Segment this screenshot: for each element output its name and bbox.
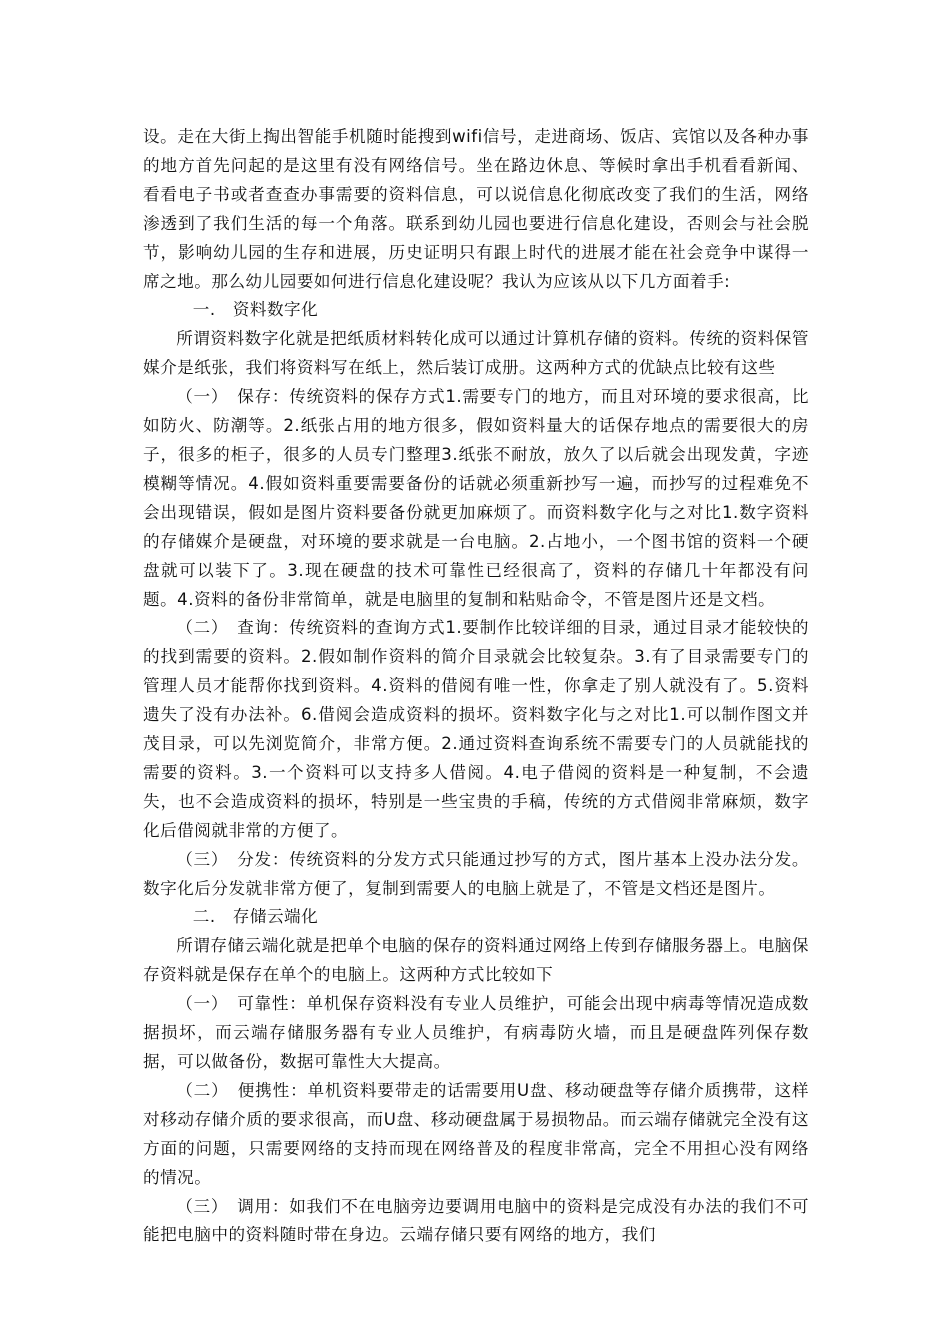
document-body	[143, 123, 809, 1250]
section-1-intro-paragraph: 所谓资料数字化就是把纸质材料转化成可以通过计算机存储的资料。传统的资料保管媒介是纸张，我们将资料写在纸上，然后装订成册。这两种方式的优缺点比较有这些	[143, 329, 809, 378]
section-1-item-2-paragraph: （二） 查询：传统资料的查询方式1.要制作比较详细的目录，通过目录才能较快的的找到需要的资料。2.假如制作资料的简介目录就会比较复杂。3.有了目录需要专门的管理人员才能帮你找到资料。4.资料的借阅有唯一性，你拿走了别人就没有了。5.资料遗失了没有办法补。6.借阅会造成资料的损坏。资料数字化与之对比1.可以制作图文并茂目录，可以先浏览简介，非常方便。2.通过资料查询系统不需要专门的人员就能找的需要的资料。3.一个资料可以支持多人借阅。4.电子借阅的资料是一种复制，不会遗失，也不会造成资料的损坏，特别是一些宝贵的手稿，传统的方式借阅非常麻烦，数字化后借阅就非常的方便了。	[143, 618, 809, 840]
section-2-item-3-paragraph: （三） 调用：如我们不在电脑旁边要调用电脑中的资料是完成没有办法的我们不可能把电脑中的资料随时带在身边。云端存储只要有网络的地方，我们	[143, 1196, 809, 1245]
section-2-item-1-paragraph: （一） 可靠性：单机保存资料没有专业人员维护，可能会出现中病毒等情况造成数据损坏，而云端存储服务器有专业人员维护，有病毒防火墙，而且是硬盘阵列保存数据，可以做备份，数据可靠性大大提高。	[143, 994, 809, 1071]
section-2-intro-paragraph: 所谓存储云端化就是把单个电脑的保存的资料通过网络上传到存储服务器上。电脑保存资料就是保存在单个的电脑上。这两种方式比较如下	[143, 936, 809, 985]
section-1-item-3-paragraph: （三） 分发：传统资料的分发方式只能通过抄写的方式，图片基本上没办法分发。数字化后分发就非常方便了，复制到需要人的电脑上就是了，不管是文档还是图片。	[143, 849, 809, 898]
section-heading-2: 二. 存储云端化	[192, 907, 319, 927]
intro-paragraph: 设。走在大街上掏出智能手机随时能搜到wifi信号，走进商场、饭店、宾馆以及各种办事的地方首先问起的是这里有没有网络信号。坐在路边休息、等候时拿出手机看看新闻、看看电子书或者查查办事需要的资料信息，可以说信息化彻底改变了我们的生活，网络渗透到了我们生活的每一个角落。联系到幼儿园也要进行信息化建设，否则会与社会脱节，影响幼儿园的生存和进展，历史证明只有跟上时代的进展才能在社会竞争中谋得一席之地。那么幼儿园要如何进行信息化建设呢？我认为应该从以下几方面着手:	[143, 127, 809, 291]
section-heading-1: 一. 资料数字化	[192, 300, 319, 320]
section-1-item-1-paragraph: （一） 保存：传统资料的保存方式1.需要专门的地方，而且对环境的要求很高，比如防火、防潮等。2.纸张占用的地方很多，假如资料量大的话保存地点的需要很大的房子，很多的柜子，很多的人员专门整理3.纸张不耐放，放久了以后就会出现发黄，字迹模糊等情况。4.假如资料重要需要备份的话就必须重新抄写一遍，而抄写的过程难免不会出现错误，假如是图片资料要备份就更加麻烦了。而资料数字化与之对比1.数字资料的存储媒介是硬盘，对环境的要求就是一台电脑。2.占地小，一个图书馆的资料一个硬盘就可以装下了。3.现在硬盘的技术可靠性已经很高了，资料的存储几十年都没有问题。4.资料的备份非常简单，就是电脑里的复制和粘贴命令，不管是图片还是文档。	[143, 387, 809, 609]
section-2-item-2-paragraph: （二） 便携性：单机资料要带走的话需要用U盘、移动硬盘等存储介质携带，这样对移动存储介质的要求很高，而U盘、移动硬盘属于易损物品。而云端存储就完全没有这方面的问题，只需要网络的支持而现在网络普及的程度非常高，完全不用担心没有网络的情况。	[143, 1080, 809, 1187]
